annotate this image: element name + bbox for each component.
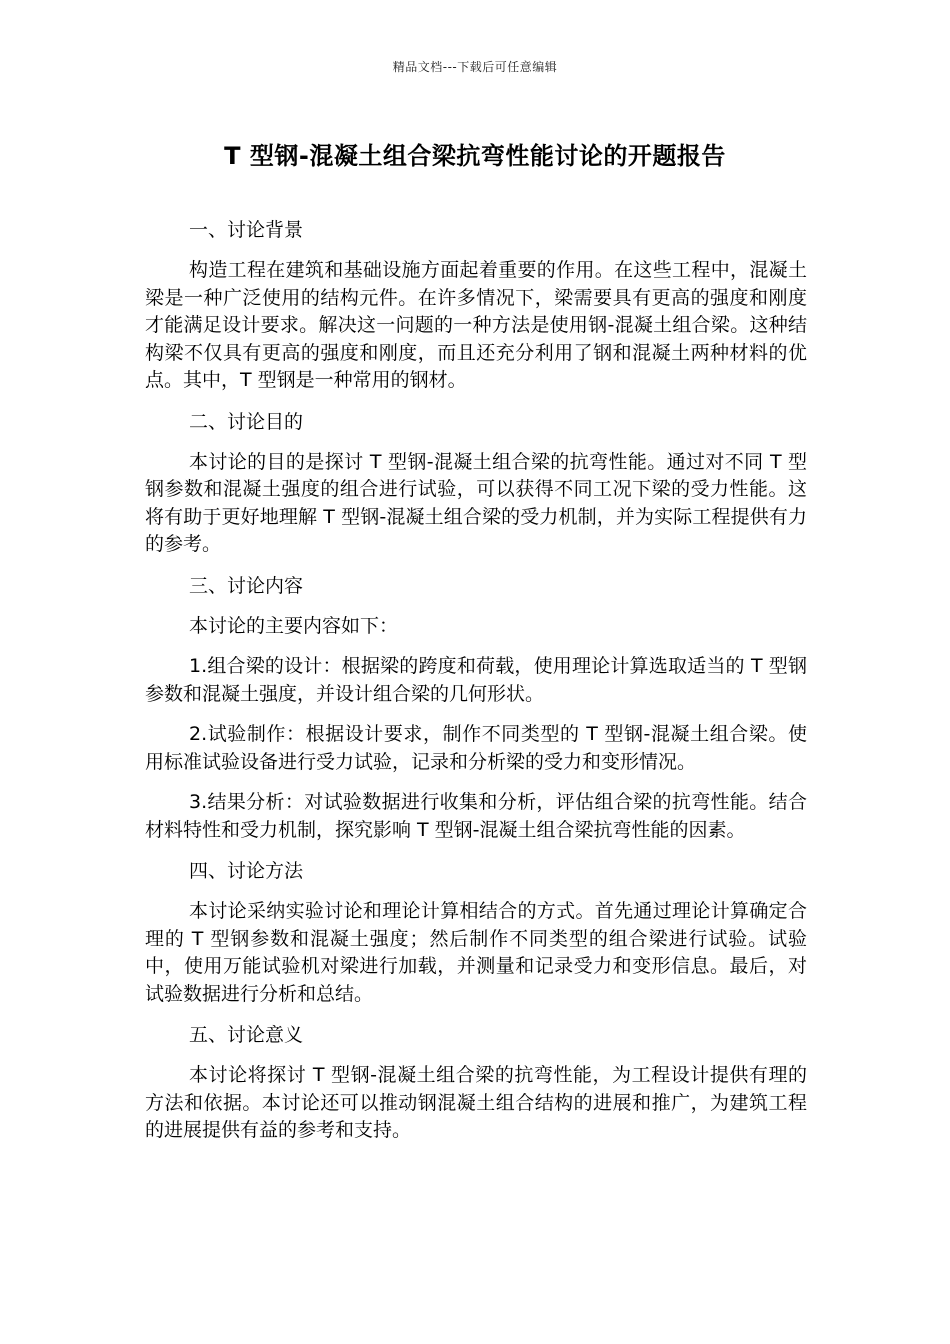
list-item: 1.组合梁的设计：根据梁的跨度和荷载，使用理论计算选取适当的 T 型钢参数和混凝土强度，并设计组合梁的几何形状。 xyxy=(145,655,807,705)
section-significance xyxy=(145,1021,807,1145)
section-background xyxy=(145,216,807,395)
list-item: 3.结果分析：对试验数据进行收集和分析，评估组合梁的抗弯性能。结合材料特性和受力机制，探究影响 T 型钢-混凝土组合梁抗弯性能的因素。 xyxy=(145,791,807,841)
section-method xyxy=(145,857,807,1008)
section-heading: 三、讨论内容 xyxy=(189,574,304,597)
section-heading: 五、讨论意义 xyxy=(189,1024,304,1046)
section-content xyxy=(145,572,807,845)
paragraph: 本讨论的主要内容如下： xyxy=(189,614,399,637)
header-note: 精品文档---下载后可任意编辑 xyxy=(392,60,558,74)
document-title: T 型钢-混凝土组合梁抗弯性能讨论的开题报告 xyxy=(224,142,726,170)
paragraph: 本讨论采纳实验讨论和理论计算相结合的方式。首先通过理论计算确定合理的 T 型钢参数和混凝土强度；然后制作不同类型的组合梁进行试验。试验中，使用万能试验机对梁进行加载，并测量和记录受力和变形信息。最后，对试验数据进行分析和总结。 xyxy=(145,900,807,1005)
document-body xyxy=(145,216,807,1158)
paragraph: 本讨论将探讨 T 型钢-混凝土组合梁的抗弯性能，为工程设计提供有理的方法和依据。本讨论还可以推动钢混凝土组合结构的进展和推广，为建筑工程的进展提供有益的参考和支持。 xyxy=(145,1064,807,1141)
paragraph: 本讨论的目的是探讨 T 型钢-混凝土组合梁的抗弯性能。通过对不同 T 型钢参数和混凝土强度的组合进行试验，可以获得不同工况下梁的受力性能。这将有助于更好地理解 T 型钢-混凝土组合梁的受力机制，并为实际工程提供有力的参考。 xyxy=(145,450,807,555)
section-heading: 二、讨论目的 xyxy=(189,410,304,433)
section-purpose xyxy=(145,408,807,559)
section-heading: 一、讨论背景 xyxy=(189,219,304,241)
section-heading: 四、讨论方法 xyxy=(189,860,304,882)
list-item: 2.试验制作：根据设计要求，制作不同类型的 T 型钢-混凝土组合梁。使用标准试验设备进行受力试验，记录和分析梁的受力和变形情况。 xyxy=(145,723,807,773)
paragraph: 构造工程在建筑和基础设施方面起着重要的作用。在这些工程中，混凝土梁是一种广泛使用的结构元件。在许多情况下，梁需要具有更高的强度和刚度才能满足设计要求。解决这一问题的一种方法是使用钢-混凝土组合梁。这种结构梁不仅具有更高的强度和刚度，而且还充分利用了钢和混凝土两种材料的优点。其中，T 型钢是一种常用的钢材。 xyxy=(145,259,807,391)
